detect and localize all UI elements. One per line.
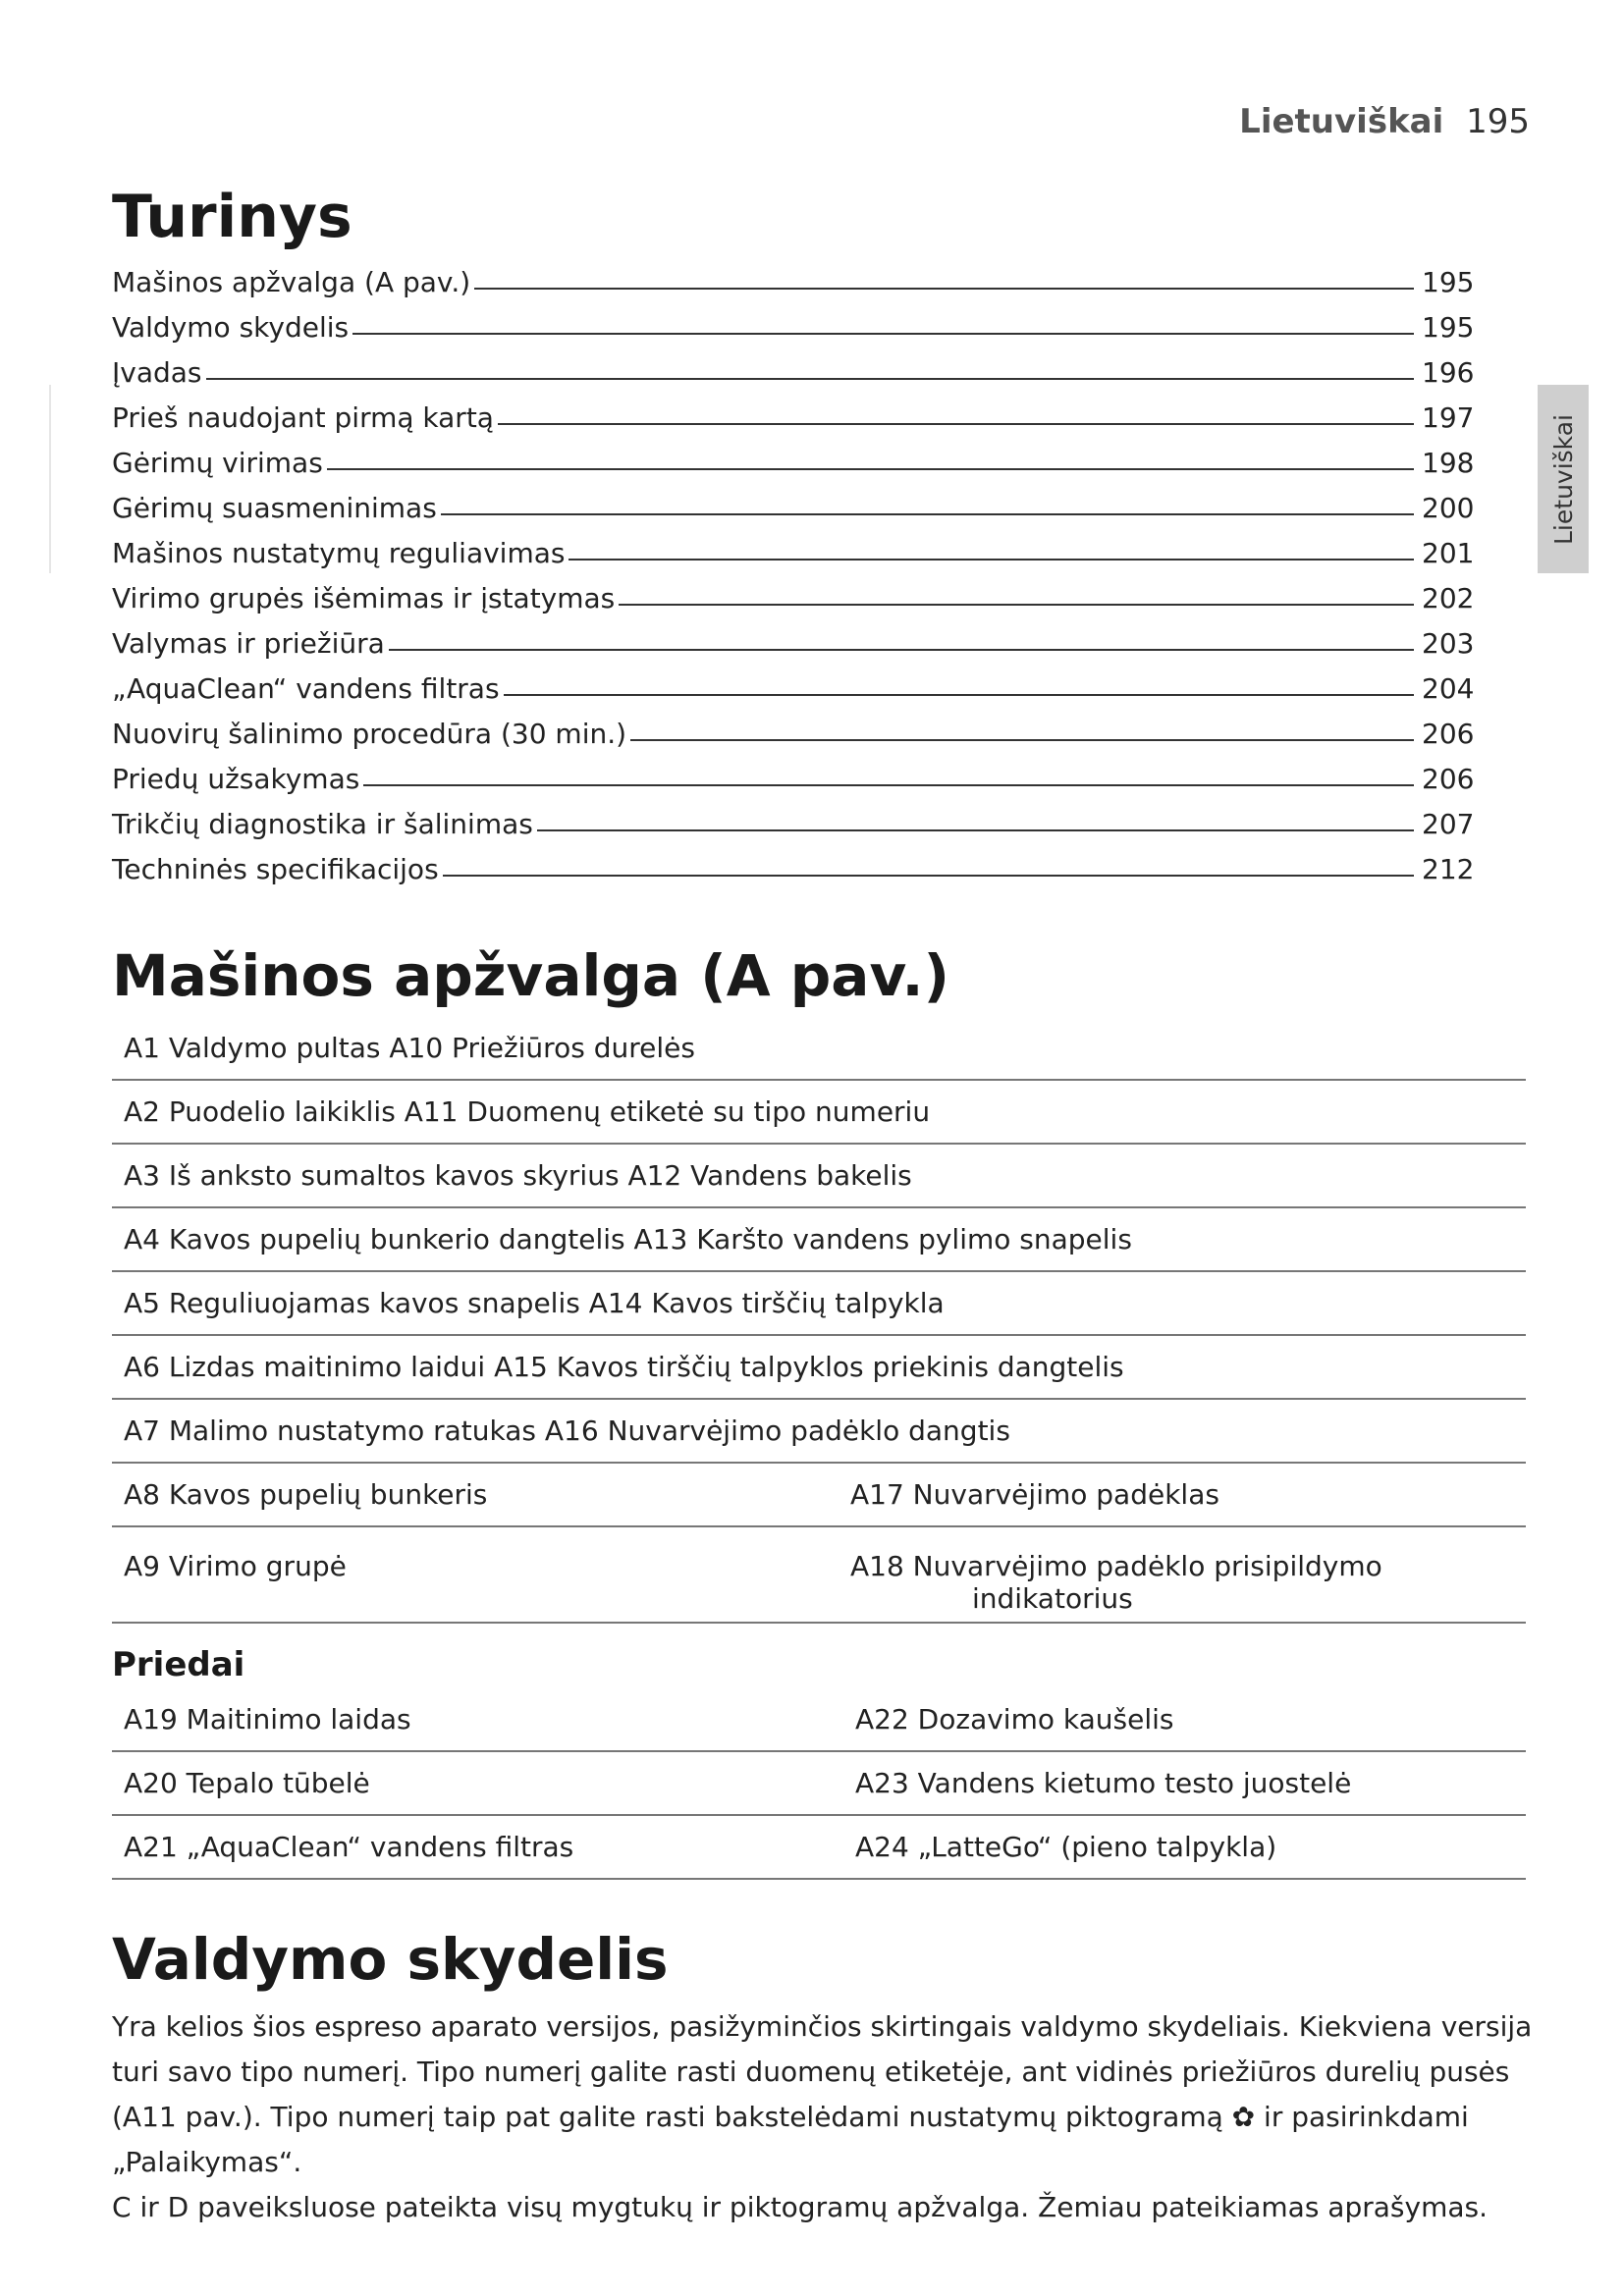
- accessories-title: Priedai: [112, 1645, 245, 1684]
- table-row: A19 Maitinimo laidas A22 Dozavimo kaušelis: [112, 1688, 1526, 1752]
- table-row: A7 Malimo nustatymo ratukas A16 Nuvarvėjimo padėklo dangtis: [112, 1400, 1526, 1464]
- table-row: A9 Virimo grupė A18 Nuvarvėjimo padėklo prisipildymo indikatorius: [112, 1527, 1526, 1624]
- toc-entry[interactable]: Priedų užsakymas 206: [112, 763, 1475, 795]
- page-header: [1239, 102, 1530, 141]
- toc-entry[interactable]: Virimo grupės išėmimas ir įstatymas 202: [112, 582, 1475, 614]
- header-language: Lietuviškai: [1239, 102, 1444, 141]
- paragraph: Yra kelios šios espreso aparato versijos, pasižyminčios skirtingais valdymo skydeliais. Kiekviena versija turi savo tipo numerį. Tipo numerį galite rasti duomenų etiketėje, ant vidinės priežiūros durelių pusės (A11 pav.). Tipo numerį taip pat galite rasti bakstelėdami nustatymų piktogramą ✿ ir pasirinkdami „Palaikymas“.: [112, 2010, 1533, 2178]
- table-row: A6 Lizdas maitinimo laidui A15 Kavos tirščių talpyklos priekinis dangtelis: [112, 1336, 1526, 1400]
- control-panel-text: [112, 2004, 1536, 2230]
- toc-entry[interactable]: Techninės specifikacijos 212: [112, 853, 1475, 885]
- toc-title: Turinys: [112, 183, 352, 251]
- toc-entry[interactable]: Gėrimų virimas 198: [112, 447, 1475, 479]
- toc-leader: [537, 829, 1414, 831]
- toc-entry[interactable]: Įvadas 196: [112, 356, 1475, 389]
- toc-leader: [474, 288, 1414, 290]
- language-side-tab: [1538, 385, 1589, 573]
- page-number: 195: [1466, 102, 1530, 141]
- toc-entry[interactable]: Gėrimų suasmeninimas 200: [112, 492, 1475, 524]
- table-row: A8 Kavos pupelių bunkeris A17 Nuvarvėjimo padėklas: [112, 1464, 1526, 1527]
- toc-entry[interactable]: Valymas ir priežiūra 203: [112, 627, 1475, 660]
- overview-title: Mašinos apžvalga (A pav.): [112, 942, 950, 1009]
- table-row: A4 Kavos pupelių bunkerio dangtelis A13 Karšto vandens pylimo snapelis: [112, 1208, 1526, 1272]
- toc-entry[interactable]: Prieš naudojant pirmą kartą 197: [112, 401, 1475, 434]
- table-row: A2 Puodelio laikiklis A11 Duomenų etiketė su tipo numeriu: [112, 1081, 1526, 1145]
- accessories-table: [112, 1688, 1526, 1880]
- paragraph: C ir D paveiksluose pateikta visų mygtukų ir piktogramų apžvalga. Žemiau pateikiamas aprašymas.: [112, 2191, 1488, 2223]
- toc-leader: [443, 875, 1414, 877]
- table-row: A5 Reguliuojamas kavos snapelis A14 Kavos tirščių talpykla: [112, 1272, 1526, 1336]
- margin-mark: [49, 385, 51, 573]
- toc-leader: [352, 333, 1414, 335]
- toc-leader: [504, 694, 1414, 696]
- overview-table: [112, 1017, 1526, 1624]
- table-row: A3 Iš anksto sumaltos kavos skyrius A12 Vandens bakelis: [112, 1145, 1526, 1208]
- toc-entry[interactable]: Nuovirų šalinimo procedūra (30 min.) 206: [112, 718, 1475, 750]
- toc-leader: [619, 604, 1414, 606]
- toc-leader: [327, 468, 1414, 470]
- toc-entry[interactable]: Trikčių diagnostika ir šalinimas 207: [112, 808, 1475, 840]
- toc-entry[interactable]: „AquaClean“ vandens filtras 204: [112, 672, 1475, 705]
- table-row: A21 „AquaClean“ vandens filtras A24 „LatteGo“ (pieno talpykla): [112, 1816, 1526, 1880]
- table-row: A20 Tepalo tūbelė A23 Vandens kietumo testo juostelė: [112, 1752, 1526, 1816]
- toc-leader: [363, 784, 1414, 786]
- table-cell: A18 Nuvarvėjimo padėklo prisipildymo indikatorius: [850, 1550, 1382, 1615]
- toc-leader: [206, 378, 1414, 380]
- control-panel-title: Valdymo skydelis: [112, 1926, 669, 1993]
- toc-entry[interactable]: Valdymo skydelis 195: [112, 311, 1475, 344]
- gear-icon: ✿: [1231, 2101, 1256, 2133]
- toc-leader: [498, 423, 1414, 425]
- table-row: A1 Valdymo pultas A10 Priežiūros durelės: [112, 1017, 1526, 1081]
- side-tab-label: Lietuviškai: [1548, 413, 1578, 545]
- toc-entry[interactable]: Mašinos nustatymų reguliavimas 201: [112, 537, 1475, 569]
- toc-leader: [568, 559, 1414, 561]
- toc-leader: [630, 739, 1414, 741]
- toc-leader: [389, 649, 1414, 651]
- toc-entry[interactable]: Mašinos apžvalga (A pav.) 195: [112, 266, 1475, 298]
- table-of-contents: [112, 253, 1479, 885]
- toc-leader: [441, 513, 1414, 515]
